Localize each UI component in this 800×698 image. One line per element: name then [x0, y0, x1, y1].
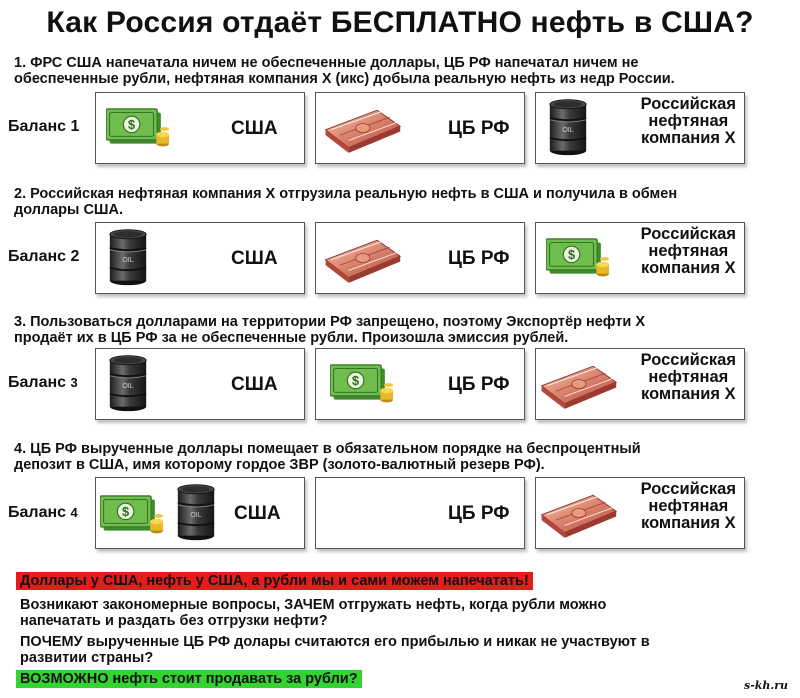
balance-word: Баланс: [8, 504, 67, 521]
company-label: [641, 481, 736, 532]
company-label-line-3: компания Х: [641, 129, 736, 147]
svg-text:OIL: OIL: [562, 127, 574, 134]
svg-text:OIL: OIL: [190, 512, 202, 519]
oil-barrel-icon: [108, 226, 148, 288]
company-label-line-3: компания Х: [641, 514, 736, 532]
balance-3-company-box: [535, 348, 745, 420]
company-label-line-1: Российская: [640, 225, 736, 243]
usa-label: США: [231, 118, 278, 139]
svg-text:OIL: OIL: [122, 257, 134, 264]
cb-label: ЦБ РФ: [448, 503, 510, 524]
balance-2-label: [8, 248, 79, 266]
usa-label: США: [231, 248, 278, 269]
cb-label: ЦБ РФ: [448, 248, 510, 269]
ruble-bundle-icon: [322, 103, 402, 153]
question-1-line-1: Возникают закономерные вопросы, ЗАЧЕМ отгружать нефть, когда рубли можно: [20, 597, 607, 613]
step-2-text: [14, 186, 734, 218]
balance-number: 3: [70, 375, 78, 390]
company-label-line-3: компания Х: [641, 385, 736, 403]
usa-label: США: [231, 374, 278, 395]
balance-2-cb-box: [315, 222, 525, 294]
balance-2-company-box: [535, 222, 745, 294]
step-2-line-1: 2. Российская нефтяная компания Х отгрузила реальную нефть в США и получила в обмен: [14, 186, 678, 202]
company-label: [641, 96, 736, 147]
balance-4-company-box: [535, 477, 745, 549]
step-3-text: [14, 314, 734, 346]
oil-barrel-icon: [176, 481, 216, 543]
balance-4-label: [8, 504, 78, 522]
balance-2-usa-box: [95, 222, 305, 294]
company-label-line-2: нефтяная: [648, 112, 729, 130]
balance-number: 1: [70, 118, 80, 135]
company-label-line-1: Российская: [640, 480, 736, 498]
ruble-bundle-icon: [538, 359, 618, 409]
conclusion-highlight: Доллары у США, нефть у США, а рубли мы и сами можем напечатать!: [16, 572, 533, 590]
step-1-line-2: обеспеченные рубли, нефтяная компания Х (икс) добыла реальную нефть из недр России.: [14, 71, 675, 87]
question-1: [20, 597, 720, 629]
company-label-line-1: Российская: [640, 95, 736, 113]
company-label: [641, 226, 736, 277]
balance-3-cb-box: [315, 348, 525, 420]
balance-1-usa-box: [95, 92, 305, 164]
svg-text:OIL: OIL: [122, 383, 134, 390]
usa-label: США: [234, 503, 281, 524]
company-label-line-2: нефтяная: [648, 242, 729, 260]
ruble-bundle-icon: [538, 488, 618, 538]
balance-4-cb-box: [315, 477, 525, 549]
balance-1-cb-box: [315, 92, 525, 164]
company-label-line-2: нефтяная: [648, 368, 729, 386]
step-2-line-2: доллары США.: [14, 202, 123, 218]
step-1-text: [14, 55, 734, 87]
cb-label: ЦБ РФ: [448, 118, 510, 139]
question-2-line-2: развитии страны?: [20, 650, 154, 666]
step-4-line-2: депозит в США, имя которому гордое ЗВР (золото-валютный резерв РФ).: [14, 457, 545, 473]
balance-word: Баланс: [8, 248, 67, 265]
oil-barrel-icon: [108, 352, 148, 414]
dollar-bills-icon: [106, 107, 170, 151]
page-title: Как Россия отдаёт БЕСПЛАТНО нефть в США?: [46, 6, 754, 39]
question-2: [20, 634, 720, 666]
balance-word: Баланс: [8, 374, 67, 391]
step-4-line-1: 4. ЦБ РФ вырученные доллары помещает в обязательном порядке на беспроцентный: [14, 441, 641, 457]
question-1-line-2: напечатать и раздать без отгрузки нефти?: [20, 613, 328, 629]
company-label-line-3: компания Х: [641, 259, 736, 277]
dollar-bills-icon: [330, 363, 394, 407]
company-label: [641, 352, 736, 403]
step-3-line-2: продаёт их в ЦБ РФ за не обеспеченные рубли. Произошла эмиссия рублей.: [14, 330, 569, 346]
watermark: s-kh.ru: [744, 679, 788, 692]
step-4-text: [14, 441, 734, 473]
oil-barrel-icon: [548, 96, 588, 158]
question-2-line-1: ПОЧЕМУ вырученные ЦБ РФ долары считаются его прибылью и никак не участвуют в: [20, 634, 650, 650]
dollar-bills-icon: [546, 237, 610, 281]
balance-number: 2: [70, 248, 80, 265]
balance-3-label: [8, 374, 78, 392]
company-label-line-2: нефтяная: [648, 497, 729, 515]
cb-label: ЦБ РФ: [448, 374, 510, 395]
balance-word: Баланс: [8, 118, 67, 135]
balance-4-usa-box: [95, 477, 305, 549]
final-question-highlight: ВОЗМОЖНО нефть стоит продавать за рубли?: [16, 670, 362, 688]
balance-1-company-box: [535, 92, 745, 164]
balance-3-usa-box: [95, 348, 305, 420]
company-label-line-1: Российская: [640, 351, 736, 369]
dollar-bills-icon: [100, 494, 164, 538]
step-1-line-1: 1. ФРС США напечатала ничем не обеспеченные доллары, ЦБ РФ напечатал ничем не: [14, 55, 639, 71]
balance-1-label: [8, 118, 79, 136]
ruble-bundle-icon: [322, 233, 402, 283]
balance-number: 4: [70, 505, 78, 520]
step-3-line-1: 3. Пользоваться долларами на территории РФ запрещено, поэтому Экспортёр нефти Х: [14, 314, 645, 330]
